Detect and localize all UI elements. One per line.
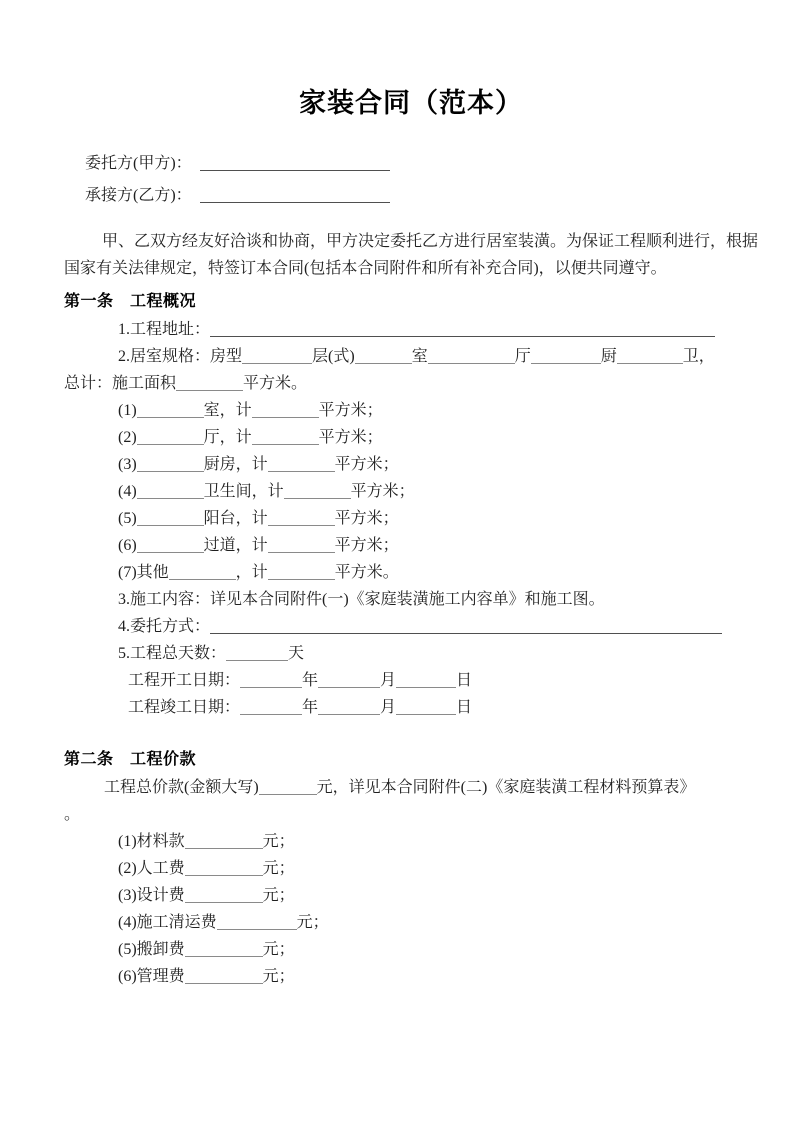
blank-field [617,349,683,364]
document-title: 家装合同（范本） [299,88,523,118]
blank-field [176,376,243,391]
text-segment: 平方米； [334,537,399,554]
form-line [64,774,758,801]
intro-paragraph: 甲、乙双方经友好洽谈和协商，甲方决定委托乙方进行居室装潢。为保证工程顺利进行，根据国家有关法律规定，特签订本合同(包括本合同附件和所有补充合同)，以便共同遵守。 [64,233,759,277]
party-b-label: 承接方(乙方)： [85,187,192,204]
form-line [64,909,758,936]
text-segment: 工程竣工日期： [128,699,241,716]
text-segment: 阳台，计 [203,510,268,527]
text-segment: 工程开工日期： [128,672,241,689]
text-segment: 过道，计 [203,537,268,554]
party-a-label: 委托方(甲方)： [85,155,192,172]
form-line [64,855,758,882]
party-block [64,148,758,212]
section-heading: 第一条 工程概况 [64,293,197,310]
text-segment: 工程总价款(金额大写) [104,779,259,796]
blank-field [355,349,412,364]
blank-field [240,700,302,715]
blank-field [268,457,335,472]
blank-field [185,888,263,903]
blank-field [210,322,715,337]
blank-field [252,430,319,445]
text-segment: 2.居室规格：房型 [118,348,243,365]
text-segment: 3.施工内容：详见本合同附件(一)《家庭装潢施工内容单》和施工图。 [118,591,605,608]
text-segment: 元； [262,941,295,958]
blank-field [226,646,288,661]
text-segment: 平方米； [318,402,383,419]
text-segment: 年 [302,672,319,689]
form-line [64,424,758,451]
blank-field [268,511,335,526]
blank-field [137,511,204,526]
text-segment: 日 [456,672,473,689]
text-segment: (1) [118,402,137,419]
blank-field [137,403,204,418]
text-segment: 4.委托方式： [118,618,211,635]
blank-field [240,673,302,688]
blank-field [396,700,456,715]
form-line [64,882,758,909]
sections [64,288,758,990]
form-line [64,505,758,532]
text-segment: (3)设计费 [118,887,185,904]
text-segment: 厅，计 [203,429,252,446]
blank-field [185,834,263,849]
form-line [64,343,758,370]
text-segment: 1.工程地址： [118,321,211,338]
form-line [64,963,758,990]
text-segment: 5.工程总天数： [118,645,227,662]
text-segment: 月 [380,672,397,689]
form-line [64,559,758,586]
text-segment: 平方米； [334,456,399,473]
blank-field [531,349,601,364]
text-segment: (3) [118,456,137,473]
text-segment: 月 [380,699,397,716]
form-line [64,801,758,828]
blank-field [318,700,380,715]
text-segment: (5) [118,510,137,527]
text-segment: ，计 [235,564,268,581]
text-segment: 厅 [514,348,531,365]
blank-field [318,673,380,688]
form-line [64,936,758,963]
blank-field [137,484,204,499]
text-segment: 元； [296,914,329,931]
blank-field [217,915,297,930]
blank-field [268,565,335,580]
text-segment: 日 [456,699,473,716]
text-segment: 平方米。 [334,564,399,581]
text-segment: (6)管理费 [118,968,185,985]
blank-field [268,538,335,553]
form-line [64,397,758,424]
text-segment: 室 [411,348,428,365]
form-line [64,667,758,694]
text-segment: (6) [118,537,137,554]
section-heading: 第二条 工程价款 [64,751,197,768]
text-segment: (7)其他 [118,564,169,581]
text-segment: 厨 [600,348,617,365]
blank-field [137,457,204,472]
blank-field [428,349,515,364]
text-segment: 元； [262,860,295,877]
text-segment: 平方米； [350,483,415,500]
blank-field [137,430,204,445]
text-segment: 元； [262,833,295,850]
party-b-line [64,180,758,212]
text-segment: (1)材料款 [118,833,185,850]
text-segment: 平方米； [334,510,399,527]
form-line [64,532,758,559]
form-line [64,586,758,613]
blank-field [210,619,722,634]
text-segment: 年 [302,699,319,716]
text-segment: (4) [118,483,137,500]
text-segment: 卫， [682,348,715,365]
text-segment: 厨房，计 [203,456,268,473]
form-line [64,694,758,721]
blank-field [169,565,236,580]
party-b-blank-field [200,188,390,203]
party-a-line [64,148,758,180]
blank-field [185,861,263,876]
text-segment: 卫生间，计 [203,483,284,500]
blank-field [137,538,204,553]
text-segment: 平方米； [318,429,383,446]
form-line [64,828,758,855]
form-line [64,370,758,397]
text-segment: 元，详见本合同附件(二)《家庭装潢工程材料预算表》 [316,779,696,796]
text-segment: 元； [262,968,295,985]
text-segment: 室，计 [203,402,252,419]
blank-field [252,403,319,418]
blank-field [185,942,263,957]
blank-field [185,969,263,984]
text-segment: (4)施工清运费 [118,914,217,931]
text-segment: (5)搬卸费 [118,941,185,958]
text-segment: 天 [288,645,305,662]
text-segment: (2)人工费 [118,860,185,877]
blank-field [242,349,312,364]
blank-field [259,780,317,795]
form-line [64,316,758,343]
form-line [64,640,758,667]
blank-field [396,673,456,688]
form-line [64,451,758,478]
text-segment: 总计：施工面积 [64,375,177,392]
text-segment: 元； [262,887,295,904]
form-line [64,478,758,505]
text-segment: 。 [64,806,81,823]
text-segment: (2) [118,429,137,446]
party-a-blank-field [200,156,390,171]
form-line [64,613,758,640]
text-segment: 平方米。 [243,375,308,392]
text-segment: 层(式) [312,348,355,365]
blank-field [284,484,351,499]
